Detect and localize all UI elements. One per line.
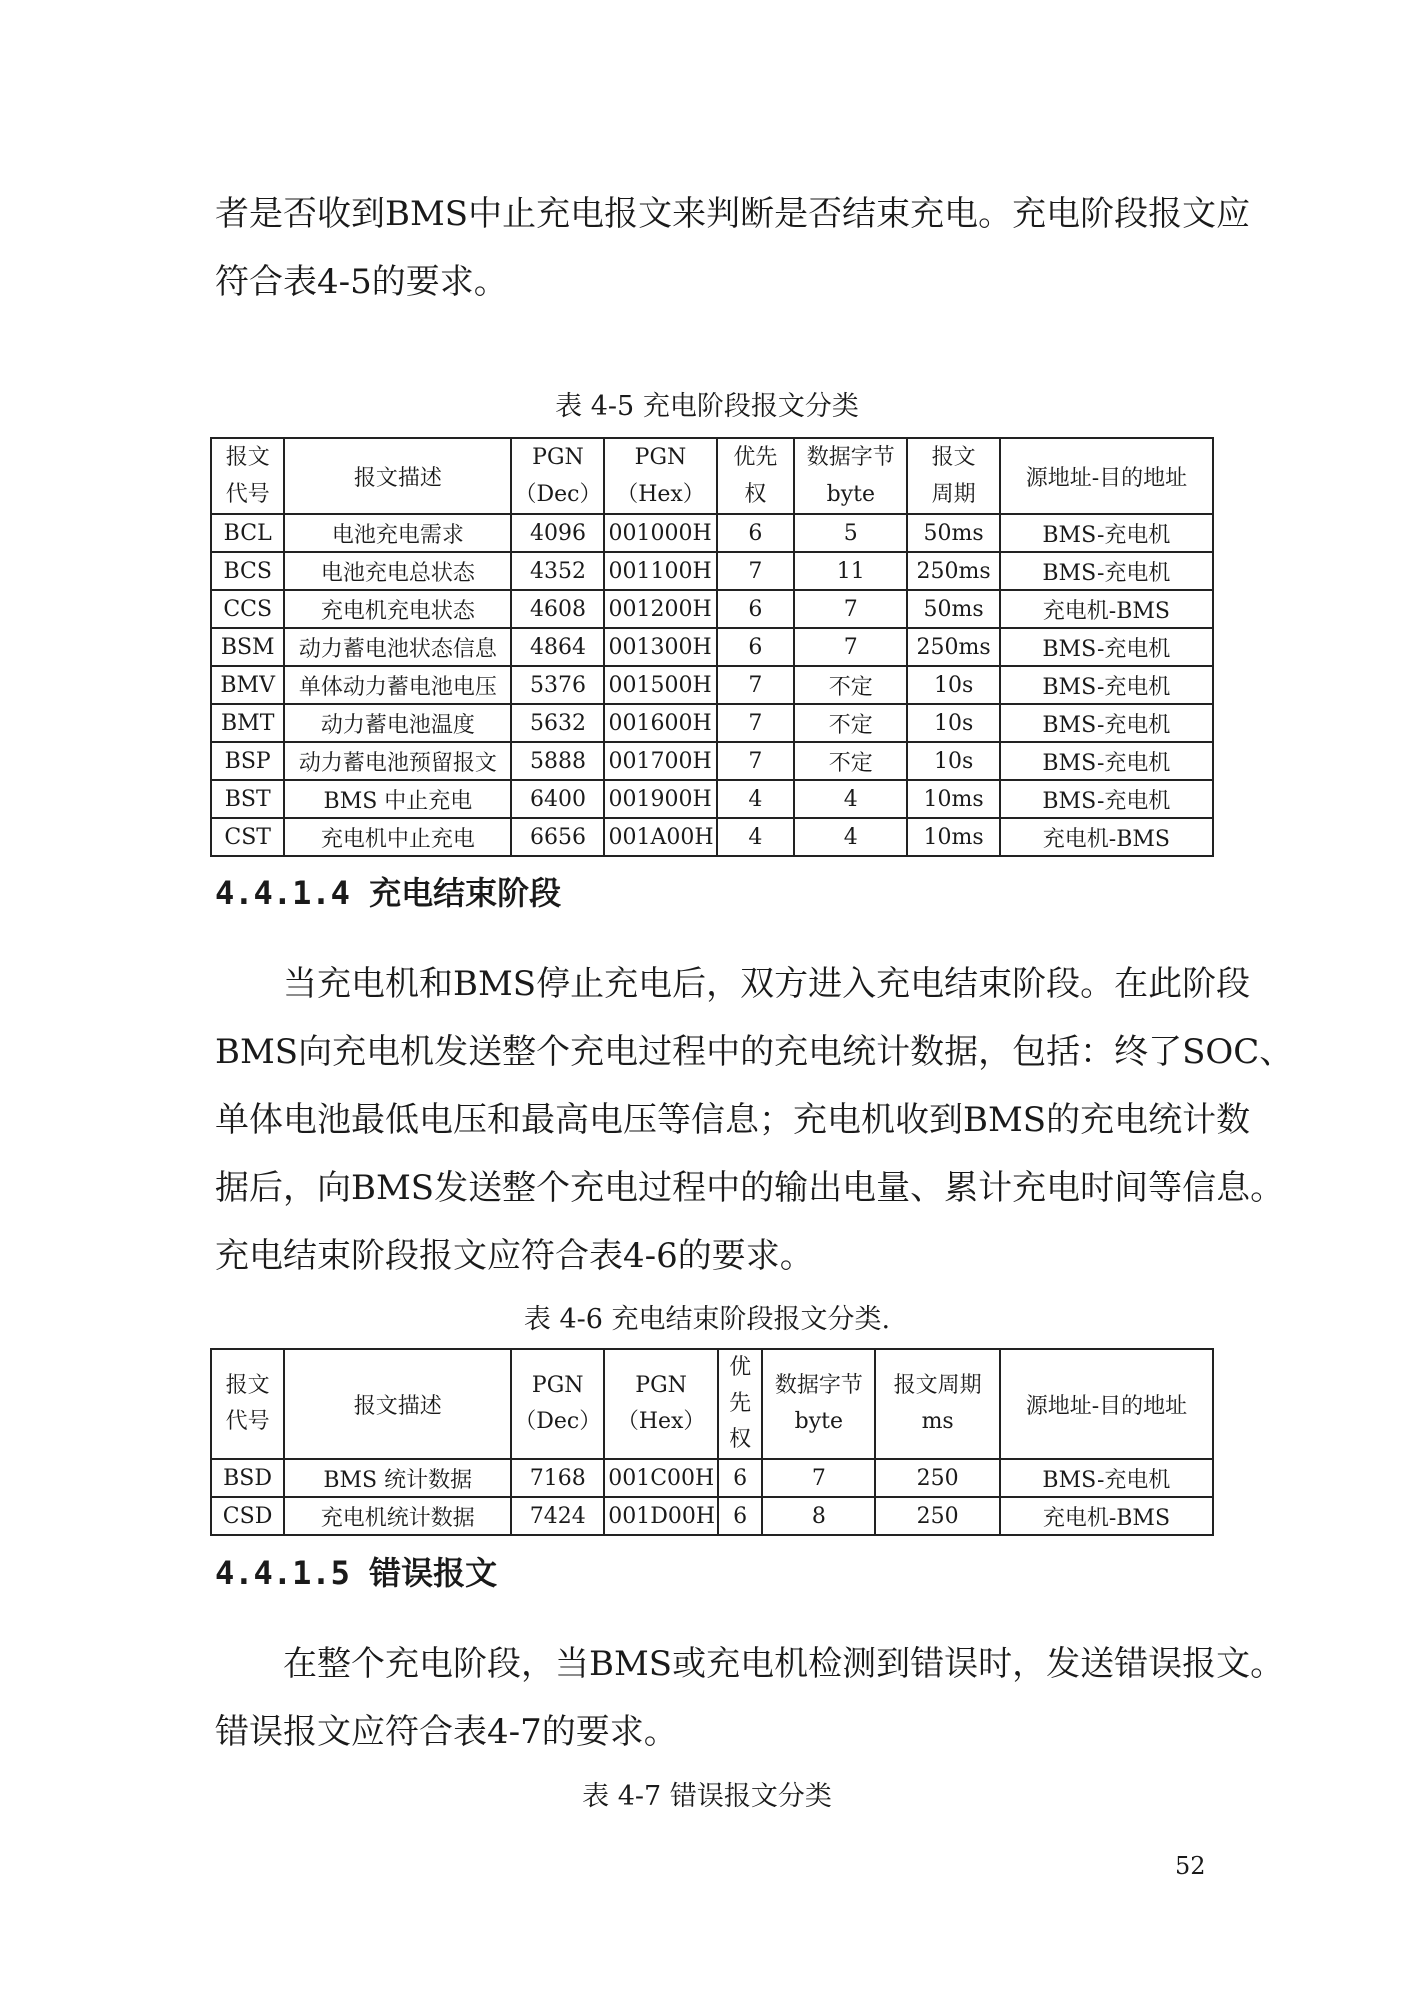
cell-desc: 电池充电总状态 [284,552,511,590]
cell-prio: 4 [717,818,795,856]
text-line: 错误报文应符合表4-7的要求。 [215,1712,678,1752]
text-line: 单体电池最低电压和最高电压等信息；充电机收到BMS的充电统计数 [215,1100,1251,1140]
cell-code: BST [211,780,284,818]
cell-period: 10s [907,742,999,780]
cell-prio: 4 [717,780,795,818]
table-row [211,780,1213,818]
header-bytes: 数据字节 byte [794,438,907,514]
cell-desc: 动力蓄电池温度 [284,704,511,742]
cell-bytes: 不定 [794,704,907,742]
text-line: 符合表4-5的要求。 [215,262,508,302]
cell-period: 10ms [907,780,999,818]
cell-bytes: 8 [762,1497,875,1535]
section-heading-4-4-1-5 [215,1548,497,1594]
section-heading-4-4-1-4 [215,868,561,914]
cell-dec: 5376 [511,666,604,704]
table-row [211,1459,1213,1497]
cell-route: BMS-充电机 [1000,780,1213,818]
cell-code: BMT [211,704,284,742]
cell-hex: 001D00H [604,1497,718,1535]
section-number: 4.4.1.4 [215,874,350,912]
cell-desc: 充电机中止充电 [284,818,511,856]
cell-hex: 001700H [604,742,716,780]
header-priority: 优 先 权 [718,1349,762,1459]
cell-code: CCS [211,590,284,628]
text-line: 在整个充电阶段，当BMS或充电机检测到错误时，发送错误报文。 [283,1644,1285,1684]
header-desc: 报文描述 [284,1349,511,1459]
section-title: 充电结束阶段 [369,874,562,912]
header-pgn-hex: PGN （Hex） [604,438,716,514]
cell-dec: 6656 [511,818,604,856]
cell-desc: 动力蓄电池预留报文 [284,742,511,780]
cell-route: 充电机-BMS [1000,1497,1213,1535]
cell-prio: 6 [717,514,795,552]
text-line: 据后，向BMS发送整个充电过程中的输出电量、累计充电时间等信息。 [215,1168,1285,1208]
cell-hex: 001200H [604,590,716,628]
cell-route: 充电机-BMS [1000,818,1213,856]
charging-end-paragraph [215,950,1294,1290]
header-period: 报文 周期 [907,438,999,514]
cell-code: CSD [211,1497,284,1535]
cell-desc: 充电机统计数据 [284,1497,511,1535]
cell-dec: 7168 [511,1459,604,1497]
cell-desc: BMS 中止充电 [284,780,511,818]
table-4-6-body [211,1459,1213,1535]
cell-bytes: 不定 [794,742,907,780]
table-4-6 [210,1348,1214,1536]
section-title: 错误报文 [369,1554,498,1592]
cell-prio: 6 [718,1459,762,1497]
header-code: 报文 代号 [211,1349,284,1459]
text-line: BMS向充电机发送整个充电过程中的充电统计数据，包括：终了SOC、 [215,1032,1294,1072]
cell-bytes: 7 [762,1459,875,1497]
table-row [211,590,1213,628]
cell-hex: 001C00H [604,1459,718,1497]
cell-prio: 6 [717,628,795,666]
table-4-7-caption: 表 4-7 错误报文分类 [582,1781,832,1812]
table-row [211,666,1213,704]
cell-period: 250 [875,1459,999,1497]
cell-hex: 001600H [604,704,716,742]
header-desc: 报文描述 [284,438,511,514]
cell-hex: 001500H [604,666,716,704]
text-line: 当充电机和BMS停止充电后，双方进入充电结束阶段。在此阶段 [283,964,1251,1004]
cell-dec: 4608 [511,590,604,628]
cell-dec: 7424 [511,1497,604,1535]
cell-prio: 6 [717,590,795,628]
cell-bytes: 4 [794,818,907,856]
cell-route: BMS-充电机 [1000,666,1213,704]
cell-prio: 7 [717,666,795,704]
header-pgn-hex: PGN （Hex） [604,1349,718,1459]
cell-hex: 001900H [604,780,716,818]
cell-desc: 电池充电需求 [284,514,511,552]
header-src-dst: 源地址-目的地址 [1000,1349,1213,1459]
cell-code: BCS [211,552,284,590]
text-line: 充电结束阶段报文应符合表4-6的要求。 [215,1236,814,1276]
header-pgn-dec: PGN （Dec） [511,438,604,514]
cell-hex: 001100H [604,552,716,590]
table-row [211,818,1213,856]
page-number: 52 [1175,1852,1206,1880]
cell-code: CST [211,818,284,856]
cell-code: BCL [211,514,284,552]
table-row [211,1497,1213,1535]
cell-prio: 7 [717,742,795,780]
cell-prio: 7 [717,704,795,742]
header-code: 报文 代号 [211,438,284,514]
cell-route: BMS-充电机 [1000,514,1213,552]
cell-prio: 7 [717,552,795,590]
cell-period: 10s [907,666,999,704]
table-4-6-header [211,1349,1213,1459]
table-4-5-header [211,438,1213,514]
cell-desc: 单体动力蓄电池电压 [284,666,511,704]
cell-route: BMS-充电机 [1000,742,1213,780]
cell-hex: 001000H [604,514,716,552]
cell-dec: 4864 [511,628,604,666]
cell-hex: 001300H [604,628,716,666]
table-4-5 [210,437,1214,857]
cell-period: 250ms [907,552,999,590]
section-number: 4.4.1.5 [215,1554,350,1592]
table-row [211,514,1213,552]
text-line: 者是否收到BMS中止充电报文来判断是否结束充电。充电阶段报文应 [215,194,1251,234]
cell-period: 10ms [907,818,999,856]
cell-route: BMS-充电机 [1000,628,1213,666]
cell-desc: BMS 统计数据 [284,1459,511,1497]
table-4-5-caption: 表 4-5 充电阶段报文分类 [555,391,859,422]
cell-bytes: 11 [794,552,907,590]
table-4-6-caption: 表 4-6 充电结束阶段报文分类. [523,1304,891,1335]
cell-route: BMS-充电机 [1000,552,1213,590]
cell-code: BMV [211,666,284,704]
intro-paragraph [215,180,1251,316]
cell-period: 250ms [907,628,999,666]
cell-hex: 001A00H [604,818,716,856]
cell-dec: 6400 [511,780,604,818]
header-pgn-dec: PGN （Dec） [511,1349,604,1459]
table-4-5-body [211,514,1213,856]
cell-bytes: 4 [794,780,907,818]
cell-prio: 6 [718,1497,762,1535]
header-priority: 优先 权 [717,438,795,514]
table-row [211,628,1213,666]
table-row [211,742,1213,780]
header-src-dst: 源地址-目的地址 [1000,438,1213,514]
table-row [211,552,1213,590]
cell-code: BSM [211,628,284,666]
cell-bytes: 7 [794,590,907,628]
header-period: 报文周期 ms [875,1349,999,1459]
cell-route: BMS-充电机 [1000,704,1213,742]
cell-period: 250 [875,1497,999,1535]
header-bytes: 数据字节 byte [762,1349,875,1459]
cell-route: 充电机-BMS [1000,590,1213,628]
cell-desc: 动力蓄电池状态信息 [284,628,511,666]
cell-period: 50ms [907,590,999,628]
table-row [211,704,1213,742]
error-message-paragraph [215,1630,1285,1766]
cell-route: BMS-充电机 [1000,1459,1213,1497]
cell-bytes: 不定 [794,666,907,704]
cell-bytes: 5 [794,514,907,552]
cell-dec: 5632 [511,704,604,742]
cell-dec: 4352 [511,552,604,590]
cell-desc: 充电机充电状态 [284,590,511,628]
cell-dec: 5888 [511,742,604,780]
cell-code: BSD [211,1459,284,1497]
cell-bytes: 7 [794,628,907,666]
cell-period: 50ms [907,514,999,552]
cell-dec: 4096 [511,514,604,552]
cell-period: 10s [907,704,999,742]
cell-code: BSP [211,742,284,780]
